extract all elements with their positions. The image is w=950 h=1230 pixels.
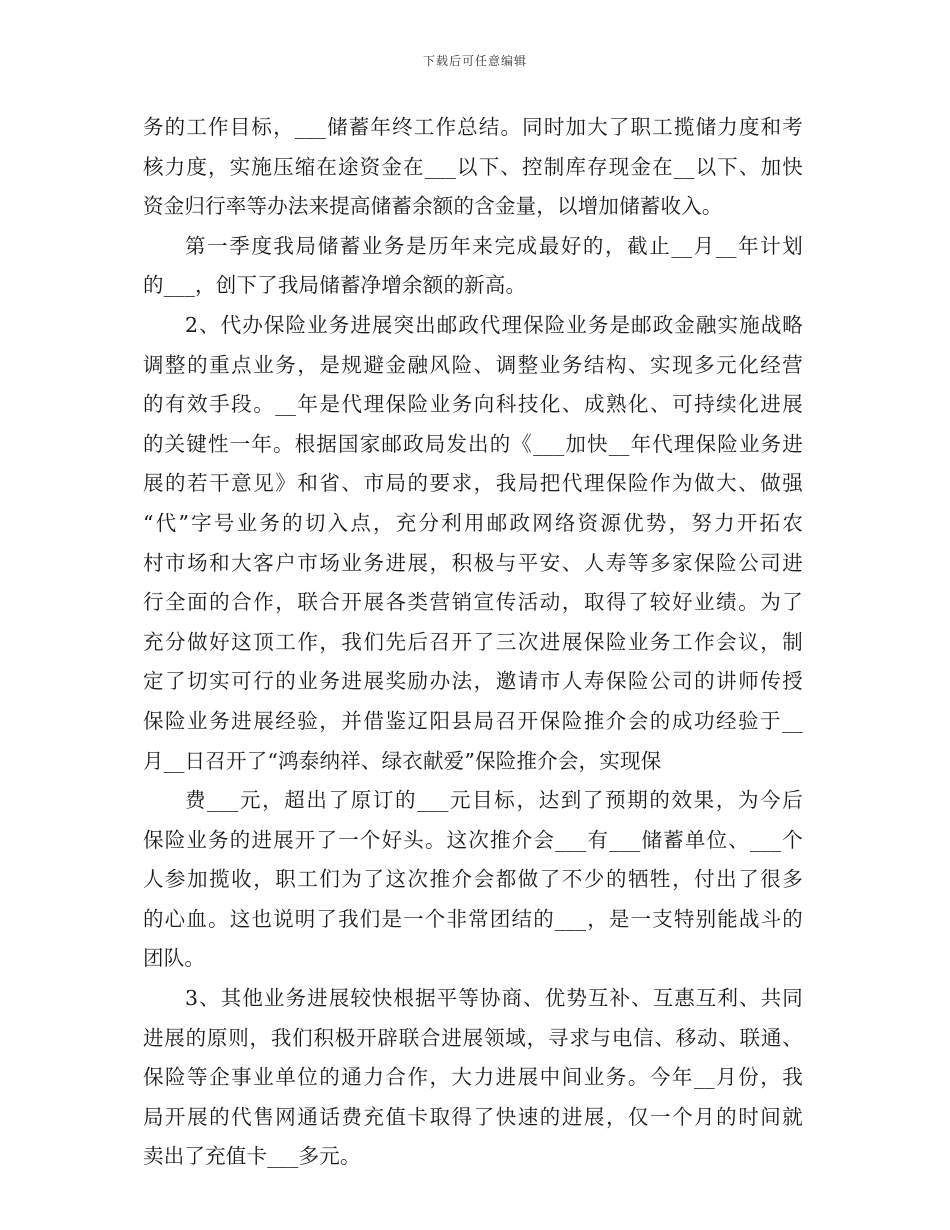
- text-line: 调整的重点业务，是规避金融风险、调整业务结构、实现多元化经营: [143, 352, 803, 377]
- text-line: 团队。: [143, 946, 206, 971]
- text-line: 行全面的合作，联合开展各类营销宣传活动，取得了较好业绩。为了: [143, 590, 803, 615]
- text-line: 卖出了充值卡___多元。: [143, 1144, 361, 1169]
- text-line: 的心血。这也说明了我们是一个非常团结的___，是一支特别能战斗的: [143, 906, 803, 931]
- text-line: 第一季度我局储蓄业务是历年来完成最好的，截止__月__年计划: [185, 233, 803, 258]
- page-header: 下载后可任意编辑: [422, 54, 527, 68]
- text-line: 的有效手段。__年是代理保险业务向科技化、成熟化、可持续化进展: [143, 392, 803, 417]
- text-line: 充分做好这顶工作，我们先后召开了三次进展保险业务工作会议，制: [143, 629, 803, 654]
- text-line: 进展的原则，我们积极开辟联合进展领域，寻求与电信、移动、联通、: [143, 1025, 803, 1050]
- text-line: 2、代办保险业务进展突出邮政代理保险业务是邮政金融实施战略: [185, 312, 803, 337]
- text-line: 保险业务的进展开了一个好头。这次推介会___有___储蓄单位、___个: [143, 827, 803, 852]
- text-line: 核力度，实施压缩在途资金在___以下、控制库存现金在__以下、加快: [143, 154, 803, 179]
- text-line: 务的工作目标，___储蓄年终工作总结。同时加大了职工揽储力度和考: [143, 115, 803, 139]
- document-body: [143, 108, 803, 1177]
- text-line: 局开展的代售网通话费充值卡取得了快速的进展，仅一个月的时间就: [143, 1104, 803, 1129]
- text-line: 费___元，超出了原订的___元目标，达到了预期的效果，为今后: [185, 788, 803, 813]
- text-line: 的关键性一年。根据国家邮政局发出的《___加快__年代理保险业务进: [143, 431, 803, 456]
- text-line: “代”字号业务的切入点，充分利用邮政网络资源优势，努力开拓农: [143, 510, 803, 535]
- text-line: 保险等企事业单位的通力合作，大力进展中间业务。今年__月份，我: [143, 1065, 803, 1090]
- text-line: 保险业务进展经验，并借鉴辽阳县局召开保险推介会的成功经验于__: [143, 708, 803, 733]
- text-line: 展的若干意见》和省、市局的要求，我局把代理保险作为做大、做强: [143, 471, 803, 496]
- text-line: 的___，创下了我局储蓄净增余额的新高。: [143, 273, 527, 298]
- text-line: 定了切实可行的业务进展奖励办法，邀请市人寿保险公司的讲师传授: [143, 669, 803, 694]
- text-line: 村市场和大客户市场业务进展，积极与平安、人寿等多家保险公司进: [143, 550, 803, 575]
- text-line: 人参加揽收，职工们为了这次推介会都做了不少的牺牲，付出了很多: [143, 867, 803, 892]
- text-line: 资金归行率等办法来提高储蓄余额的含金量，以增加储蓄收入。: [143, 194, 723, 219]
- text-line: 3、其他业务进展较快根据平等协商、优势互补、互惠互利、共同: [185, 986, 803, 1011]
- text-line: 月__日召开了“鸿泰纳祥、绿衣献爱”保险推介会，实现保: [143, 748, 662, 773]
